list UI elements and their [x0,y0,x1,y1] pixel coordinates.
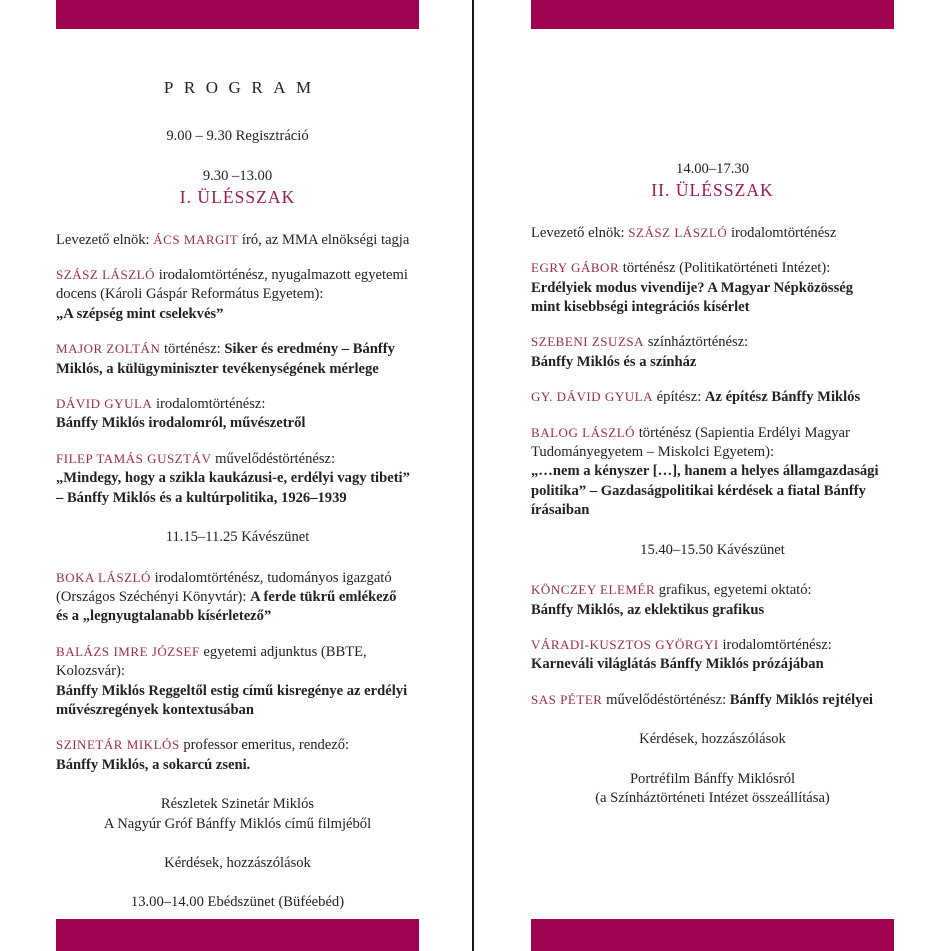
speaker-name: BALOG LÁSZLÓ [531,424,636,440]
page-divider [472,0,474,951]
talk-title: Siker és eredmény – Bánffy [224,341,395,358]
text-segment: Kérdések, hozzászólások [164,854,311,871]
talk-title: politika” – Gazdaságpolitikai kérdések a fiatal Bánffy [531,482,866,499]
decorative-bar-top-right [531,0,894,29]
talk-item [531,580,894,620]
text-segment: színháztörténész: [644,334,749,351]
talk-title: Bánffy Miklós irodalomról, művészetről [56,415,306,432]
talk-title: „…nem a kényszer […], hanem a helyes államgazdasági [531,463,879,480]
text-segment: irodalomtörténész [727,224,837,241]
talk-title: „Mindegy, hogy a szikla kaukázusi-e, erdélyi vagy tibeti” [56,470,410,487]
speaker-name: SAS PÉTER [531,691,603,707]
text-segment: (Országos Széchényi Könyvtár): [56,588,251,605]
registration-line: 9.00 – 9.30 Regisztráció [166,128,309,145]
program-page-right [531,0,894,951]
speaker-name: SZINETÁR MIKLÓS [56,737,180,753]
talk-item [531,387,894,407]
text-segment: grafikus, egyetemi oktató: [655,582,812,599]
decorative-bar-bottom-left [56,919,419,951]
talk-title: Bánffy Miklós rejtélyei [729,691,873,708]
text-segment: művelődéstörténész: [602,691,730,708]
speaker-name: SZEBENI ZSUZSA [531,334,645,350]
talk-item [531,423,894,521]
talk-title: és a „legnyugtalanabb kísérletező” [56,608,272,625]
text-segment: Levezető elnök: [531,224,629,241]
text-segment: docens (Károli Gáspár Református Egyetem): [56,286,324,303]
talk-item [56,449,419,508]
centered-program-line [56,854,419,873]
text-segment: irodalomtörténész: [152,396,266,413]
talk-item [56,735,419,775]
centered-program-line [531,730,894,749]
talk-item [531,258,894,317]
talk-title: Az építész Bánffy Miklós [704,389,861,406]
talk-title: Bánffy Miklós, az eklektikus grafikus [531,601,765,618]
speaker-name: BOKA LÁSZLÓ [56,569,151,585]
talk-title: művészregények kontextusában [56,701,254,718]
session-1-chair [56,230,419,250]
text-segment: Portréfilm Bánffy Miklósról [629,770,796,787]
text-segment: történész (Politikatörténeti Intézet): [619,260,831,277]
talk-item [56,394,419,434]
talk-item [56,642,419,721]
centered-program-line [56,528,419,547]
talk-title: Bánffy Miklós, a sokarcú zseni. [56,756,251,773]
decorative-bar-top-left [56,0,419,29]
centered-program-line [56,893,419,912]
speaker-name: SZÁSZ LÁSZLÓ [56,267,156,283]
text-segment: Tudományegyetem – Miskolci Egyetem): [531,444,775,461]
talk-title: Erdélyiek modus vivendije? A Magyar Népközösség [531,279,854,296]
text-segment: 13.00–14.00 Ebédszünet (Büféebéd) [130,894,345,911]
session-2-chair [531,223,894,243]
text-segment: építész: [653,389,705,406]
text-segment: művelődéstörténész: [211,450,336,467]
decorative-bar-bottom-right [531,919,894,951]
speaker-name: VÁRADI-KUSZTOS GYÖRGYI [531,636,719,652]
text-segment: (a Színháztörténeti Intézet összeállítása) [595,789,830,806]
program-title: PROGRAM [163,78,322,97]
speaker-name: FILEP TAMÁS GUSZTÁV [56,450,212,466]
talk-item [56,265,419,324]
speaker-name: BALÁZS IMRE JÓZSEF [56,643,200,659]
text-segment: A Nagyúr Gróf Bánffy Miklós című filmjéből [103,815,372,832]
talk-title: írásaiban [531,502,590,519]
program-page-left [56,0,419,951]
speaker-name: MAJOR ZOLTÁN [56,341,161,357]
session-1-time: 9.30 –13.00 [202,167,273,184]
talk-title: „A szépség mint cselekvés” [56,305,224,322]
centered-program-line [56,795,419,834]
talk-item [531,635,894,675]
talk-title: Bánffy Miklós és a színház [531,353,697,370]
speaker-name: ÁCS MARGIT [153,231,239,247]
session-1-program-list [56,265,419,913]
text-segment: irodalomtörténész, nyugalmazott egyetemi [155,267,408,284]
talk-title: Karneváli világlátás Bánffy Miklós prózájában [531,656,824,673]
centered-program-line [531,770,894,809]
text-segment: 11.15–11.25 Kávészünet [165,529,310,546]
speaker-name: GY. DÁVID GYULA [531,389,654,405]
centered-program-line [531,541,894,560]
talk-item [56,339,419,379]
text-segment: Kérdések, hozzászólások [639,731,786,748]
speaker-name: SZÁSZ LÁSZLÓ [628,224,728,240]
text-segment: történész (Sapientia Erdélyi Magyar [635,424,850,441]
talk-item [56,568,419,627]
text-segment: professor emeritus, rendező: [179,737,350,754]
session-2-title: II. ÜLÉSSZAK [651,180,774,201]
talk-title: A ferde tükrű emlékező [250,588,397,605]
text-segment: egyetemi adjunktus (BBTE, Kolozsvár): [56,643,367,680]
session-1-title: I. ÜLÉSSZAK [179,187,296,208]
speaker-name: EGRY GÁBOR [531,260,620,276]
session-2-time: 14.00–17.30 [676,161,749,177]
speaker-name: DÁVID GYULA [56,396,153,412]
talk-title: – Bánffy Miklós és a kultúrpolitika, 1926–1939 [56,489,347,506]
speaker-name: KÖNCZEY ELEMÉR [531,582,656,598]
text-segment: történész: [160,341,225,358]
text-segment: irodalomtörténész: [718,636,832,653]
talk-title: Miklós, a külügyminiszter tevékenységének mérlege [56,360,379,377]
talk-item [531,690,894,710]
text-segment: Részletek Szinetár Miklós [160,796,315,813]
talk-item [531,332,894,372]
talk-title: mint kisebbségi integrációs kísérlet [531,299,750,316]
text-segment: 15.40–15.50 Kávészünet [640,541,785,558]
talk-title: Bánffy Miklós Reggeltől estig című kisregénye az erdélyi [56,682,408,699]
text-segment: irodalomtörténész, tudományos igazgató [150,569,392,586]
text-segment: Levezető elnök: [56,231,154,248]
session-2-program-list [531,258,894,808]
text-segment: író, az MMA elnökségi tagja [238,231,410,248]
